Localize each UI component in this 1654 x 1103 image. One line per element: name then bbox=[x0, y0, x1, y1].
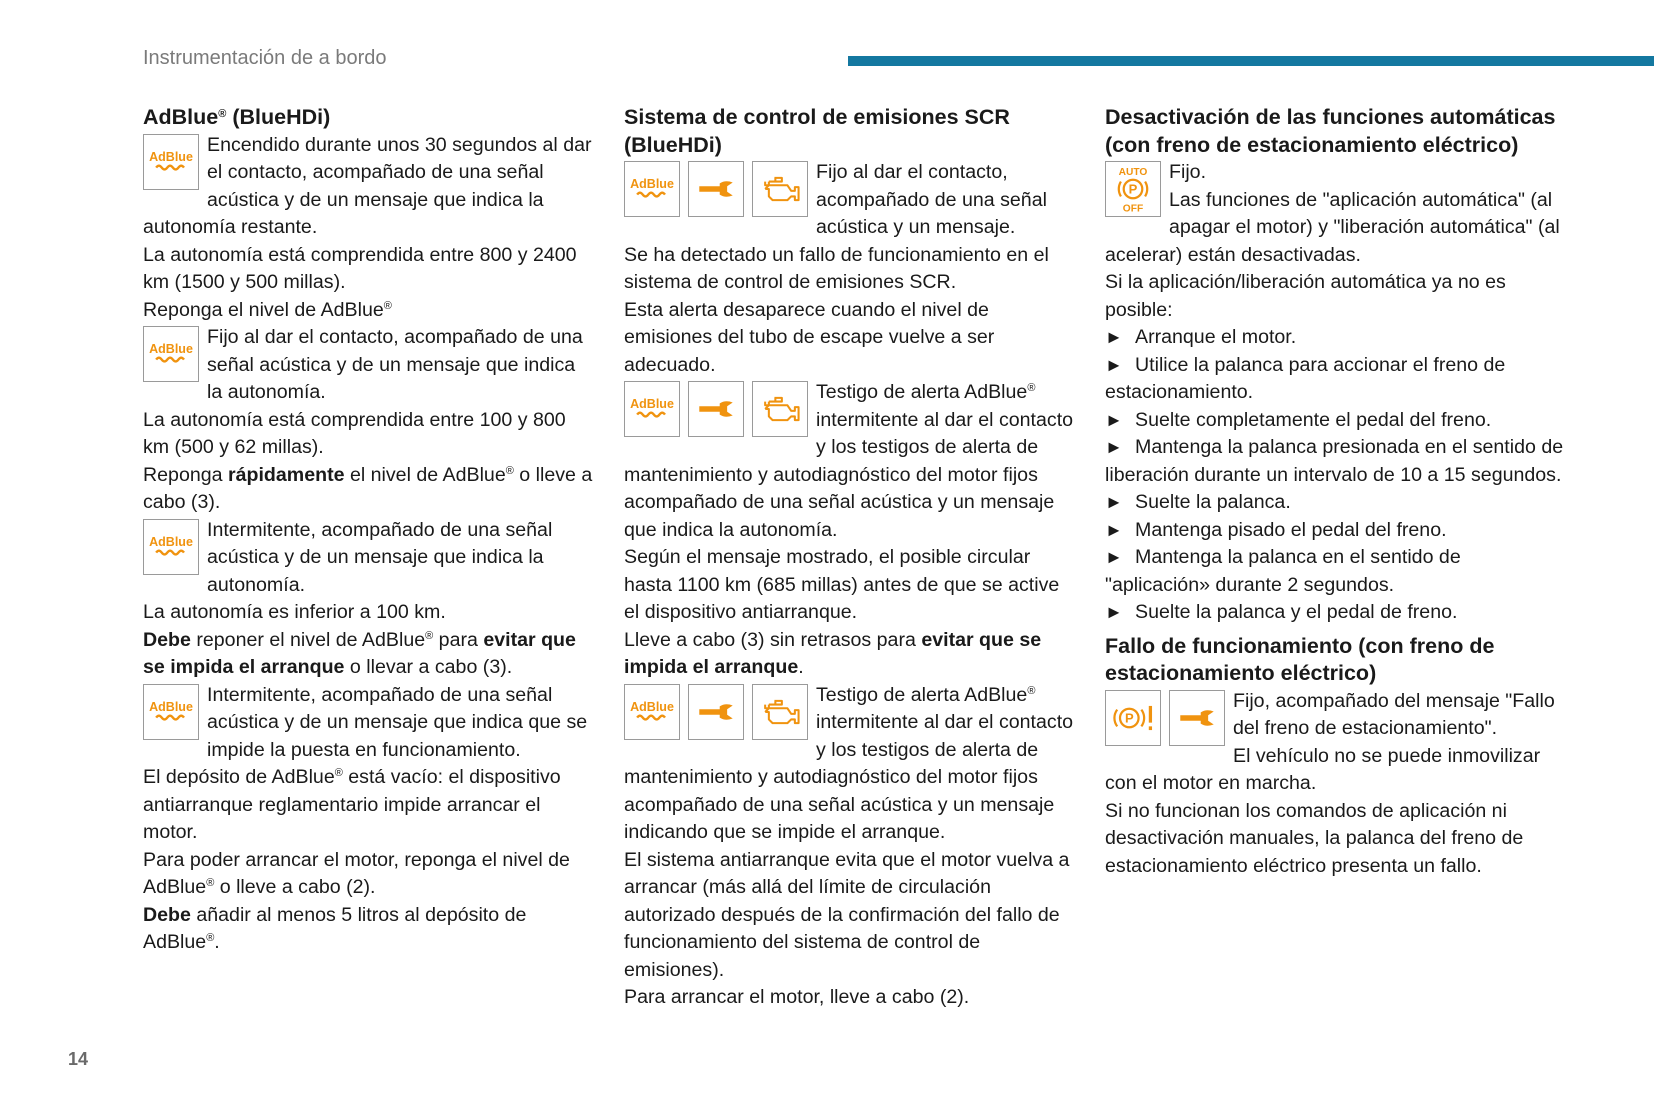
warning-block-brake-fault bbox=[1105, 688, 1565, 743]
warning-text: Encendido durante unos 30 segundos al dar el contacto, acompañado de una señal acústica y de un mensaje que indica la autonomía restante. bbox=[143, 133, 592, 238]
bullet-icon: ► bbox=[1105, 409, 1123, 430]
paragraph: Para arrancar el motor, lleve a cabo (2). bbox=[624, 986, 970, 1008]
warning-block-1 bbox=[143, 132, 593, 242]
paragraph: La autonomía es inferior a 100 km. bbox=[143, 601, 446, 623]
bullet-icon: ► bbox=[1105, 327, 1123, 347]
warning-block-scr-1 bbox=[624, 159, 1074, 242]
warning-block-2 bbox=[143, 324, 593, 407]
paragraph: Si no funcionan los comandos de aplicación ni desactivación manuales, la palanca del freno de estacionamiento eléctrico presenta un fallo. bbox=[1105, 799, 1524, 877]
step-item: ► Suelte completamente el pedal del freno. bbox=[1105, 407, 1565, 435]
parking-brake-fault-icon bbox=[1105, 690, 1161, 746]
paragraph: Reponga rápidamente el nivel de AdBlue® o lleve a cabo (3). bbox=[143, 463, 593, 513]
wrench-icon bbox=[688, 381, 744, 437]
step-item: ► Mantenga pisado el pedal del freno. bbox=[1105, 517, 1565, 545]
adblue-warning-icon bbox=[624, 161, 680, 217]
engine-icon bbox=[752, 381, 808, 437]
header-title: Instrumentación de a bordo bbox=[143, 47, 387, 69]
wrench-icon bbox=[688, 684, 744, 740]
step-item: ► Suelte la palanca y el pedal de freno. bbox=[1105, 599, 1565, 627]
section-title-scr: Sistema de control de emisiones SCR (BlueHDi) bbox=[624, 105, 1010, 157]
bullet-icon: ► bbox=[1105, 492, 1123, 512]
paragraph: Si la aplicación/liberación automática ya no es posible: bbox=[1105, 271, 1506, 321]
warning-text: Fijo, acompañado del mensaje "Fallo del freno de estacionamiento". bbox=[1233, 689, 1555, 739]
header-accent-bar bbox=[848, 56, 1654, 66]
adblue-warning-icon bbox=[143, 326, 199, 382]
warning-text: Fijo. bbox=[1169, 161, 1207, 183]
paragraph: Se ha detectado un fallo de funcionamiento en el sistema de control de emisiones SCR. bbox=[624, 243, 1049, 293]
paragraph: Lleve a cabo (3) sin retrasos para evitar que se impida el arranque. bbox=[624, 628, 1042, 678]
paragraph: Debe añadir al menos 5 litros al depósito de AdBlue®. bbox=[143, 903, 527, 953]
svg-text:P: P bbox=[1124, 710, 1134, 726]
column-parking-brake bbox=[1105, 104, 1565, 880]
warning-text: Las funciones de "aplicación automática" (al apagar el motor) y "liberación automática" (al acelerar) están desactivadas. bbox=[1105, 188, 1560, 266]
bullet-icon: ► bbox=[1105, 354, 1123, 375]
warning-block-scr-2 bbox=[624, 379, 1074, 544]
step-item: ► Mantenga la palanca en el sentido de "aplicación» durante 2 segundos. bbox=[1105, 546, 1461, 596]
paragraph: La autonomía está comprendida entre 800 y 2400 km (1500 y 500 millas). bbox=[143, 243, 577, 293]
svg-text:P: P bbox=[1128, 181, 1138, 197]
section-title-brake-fault: Fallo de funcionamiento (con freno de estacionamiento eléctrico) bbox=[1105, 633, 1495, 685]
step-item: ► Mantenga la palanca presionada en el sentido de liberación durante un intervalo de 10 a 15 segundos. bbox=[1105, 436, 1564, 486]
auto-off-parking-icon bbox=[1105, 161, 1161, 217]
paragraph: Para poder arrancar el motor, reponga el nivel de AdBlue® o lleve a cabo (2). bbox=[143, 848, 570, 898]
warning-text: Fijo al dar el contacto, acompañado de una señal acústica y de un mensaje que indica la autonomía. bbox=[207, 326, 583, 403]
engine-icon bbox=[752, 161, 808, 217]
engine-icon bbox=[752, 684, 808, 740]
adblue-warning-icon bbox=[143, 519, 199, 575]
paragraph: Reponga el nivel de AdBlue® bbox=[143, 298, 392, 321]
warning-block-4 bbox=[143, 682, 593, 765]
step-list bbox=[1105, 324, 1565, 627]
section-title-auto-functions: Desactivación de las funciones automáticas (con freno de estacionamiento eléctrico) bbox=[1105, 105, 1556, 157]
step-item: ► Arranque el motor. bbox=[1105, 324, 1565, 352]
warning-block-scr-3 bbox=[624, 682, 1074, 847]
warning-text: Testigo de alerta AdBlue® intermitente al dar el contacto y los testigos de alerta de mantenimiento y autodiagnóstico del motor fijos acompañado de una señal acústica y un mensaje indicando que se impide el arranque. bbox=[624, 683, 1074, 843]
adblue-warning-icon bbox=[143, 684, 199, 740]
warning-block-auto-off bbox=[1105, 159, 1565, 269]
bullet-icon: ► bbox=[1105, 547, 1123, 567]
step-item: ► Utilice la palanca para accionar el freno de estacionamiento. bbox=[1105, 353, 1506, 403]
warning-text: Testigo de alerta AdBlue® intermitente al dar el contacto y los testigos de alerta de mantenimiento y autodiagnóstico del motor fijos acompañado de una señal acústica y un mensaje que indica la autonomía. bbox=[624, 381, 1074, 541]
paragraph: Debe reponer el nivel de AdBlue® para evitar que se impida el arranque o llevar a cabo (3). bbox=[143, 628, 576, 678]
paragraph: Según el mensaje mostrado, el posible circular hasta 1100 km (685 millas) antes de que se active el dispositivo antiarranque. bbox=[624, 546, 1060, 623]
warning-text: Intermitente, acompañado de una señal acústica y de un mensaje que indica que se impide la puesta en funcionamiento. bbox=[207, 683, 588, 761]
paragraph: Esta alerta desaparece cuando el nivel de emisiones del tubo de escape vuelve a ser adecuado. bbox=[624, 298, 995, 376]
paragraph: El vehículo no se puede inmovilizar con el motor en marcha. bbox=[1105, 744, 1541, 794]
column-scr bbox=[624, 104, 1074, 1012]
page-number: 14 bbox=[68, 1049, 89, 1069]
step-item: ► Suelte la palanca. bbox=[1105, 489, 1565, 517]
warning-text: Intermitente, acompañado de una señal acústica y de un mensaje que indica la autonomía. bbox=[207, 518, 553, 596]
bullet-icon: ► bbox=[1105, 519, 1123, 540]
wrench-icon bbox=[1169, 690, 1225, 746]
svg-text:OFF: OFF bbox=[1122, 203, 1144, 215]
adblue-warning-icon bbox=[624, 381, 680, 437]
bullet-icon: ► bbox=[1105, 602, 1123, 622]
wrench-icon bbox=[688, 161, 744, 217]
warning-text: Fijo al dar el contacto, acompañado de una señal acústica y un mensaje. bbox=[816, 161, 1047, 238]
paragraph: La autonomía está comprendida entre 100 y 800 km (500 y 62 millas). bbox=[143, 408, 566, 458]
section-title-adblue: AdBlue® (BlueHDi) bbox=[143, 105, 331, 129]
adblue-warning-icon bbox=[624, 684, 680, 740]
paragraph: El depósito de AdBlue® está vacío: el dispositivo antiarranque reglamentario impide arrancar el motor. bbox=[143, 766, 561, 843]
adblue-warning-icon bbox=[143, 134, 199, 190]
warning-block-3 bbox=[143, 517, 593, 600]
paragraph: El sistema antiarranque evita que el motor vuelva a arrancar (más allá del límite de circulación autorizado después de la confirmación del fallo de funcionamiento del sistema de control de emisiones). bbox=[624, 848, 1070, 981]
column-adblue bbox=[143, 104, 593, 957]
svg-text:AUTO: AUTO bbox=[1118, 167, 1148, 179]
bullet-icon: ► bbox=[1105, 437, 1123, 457]
